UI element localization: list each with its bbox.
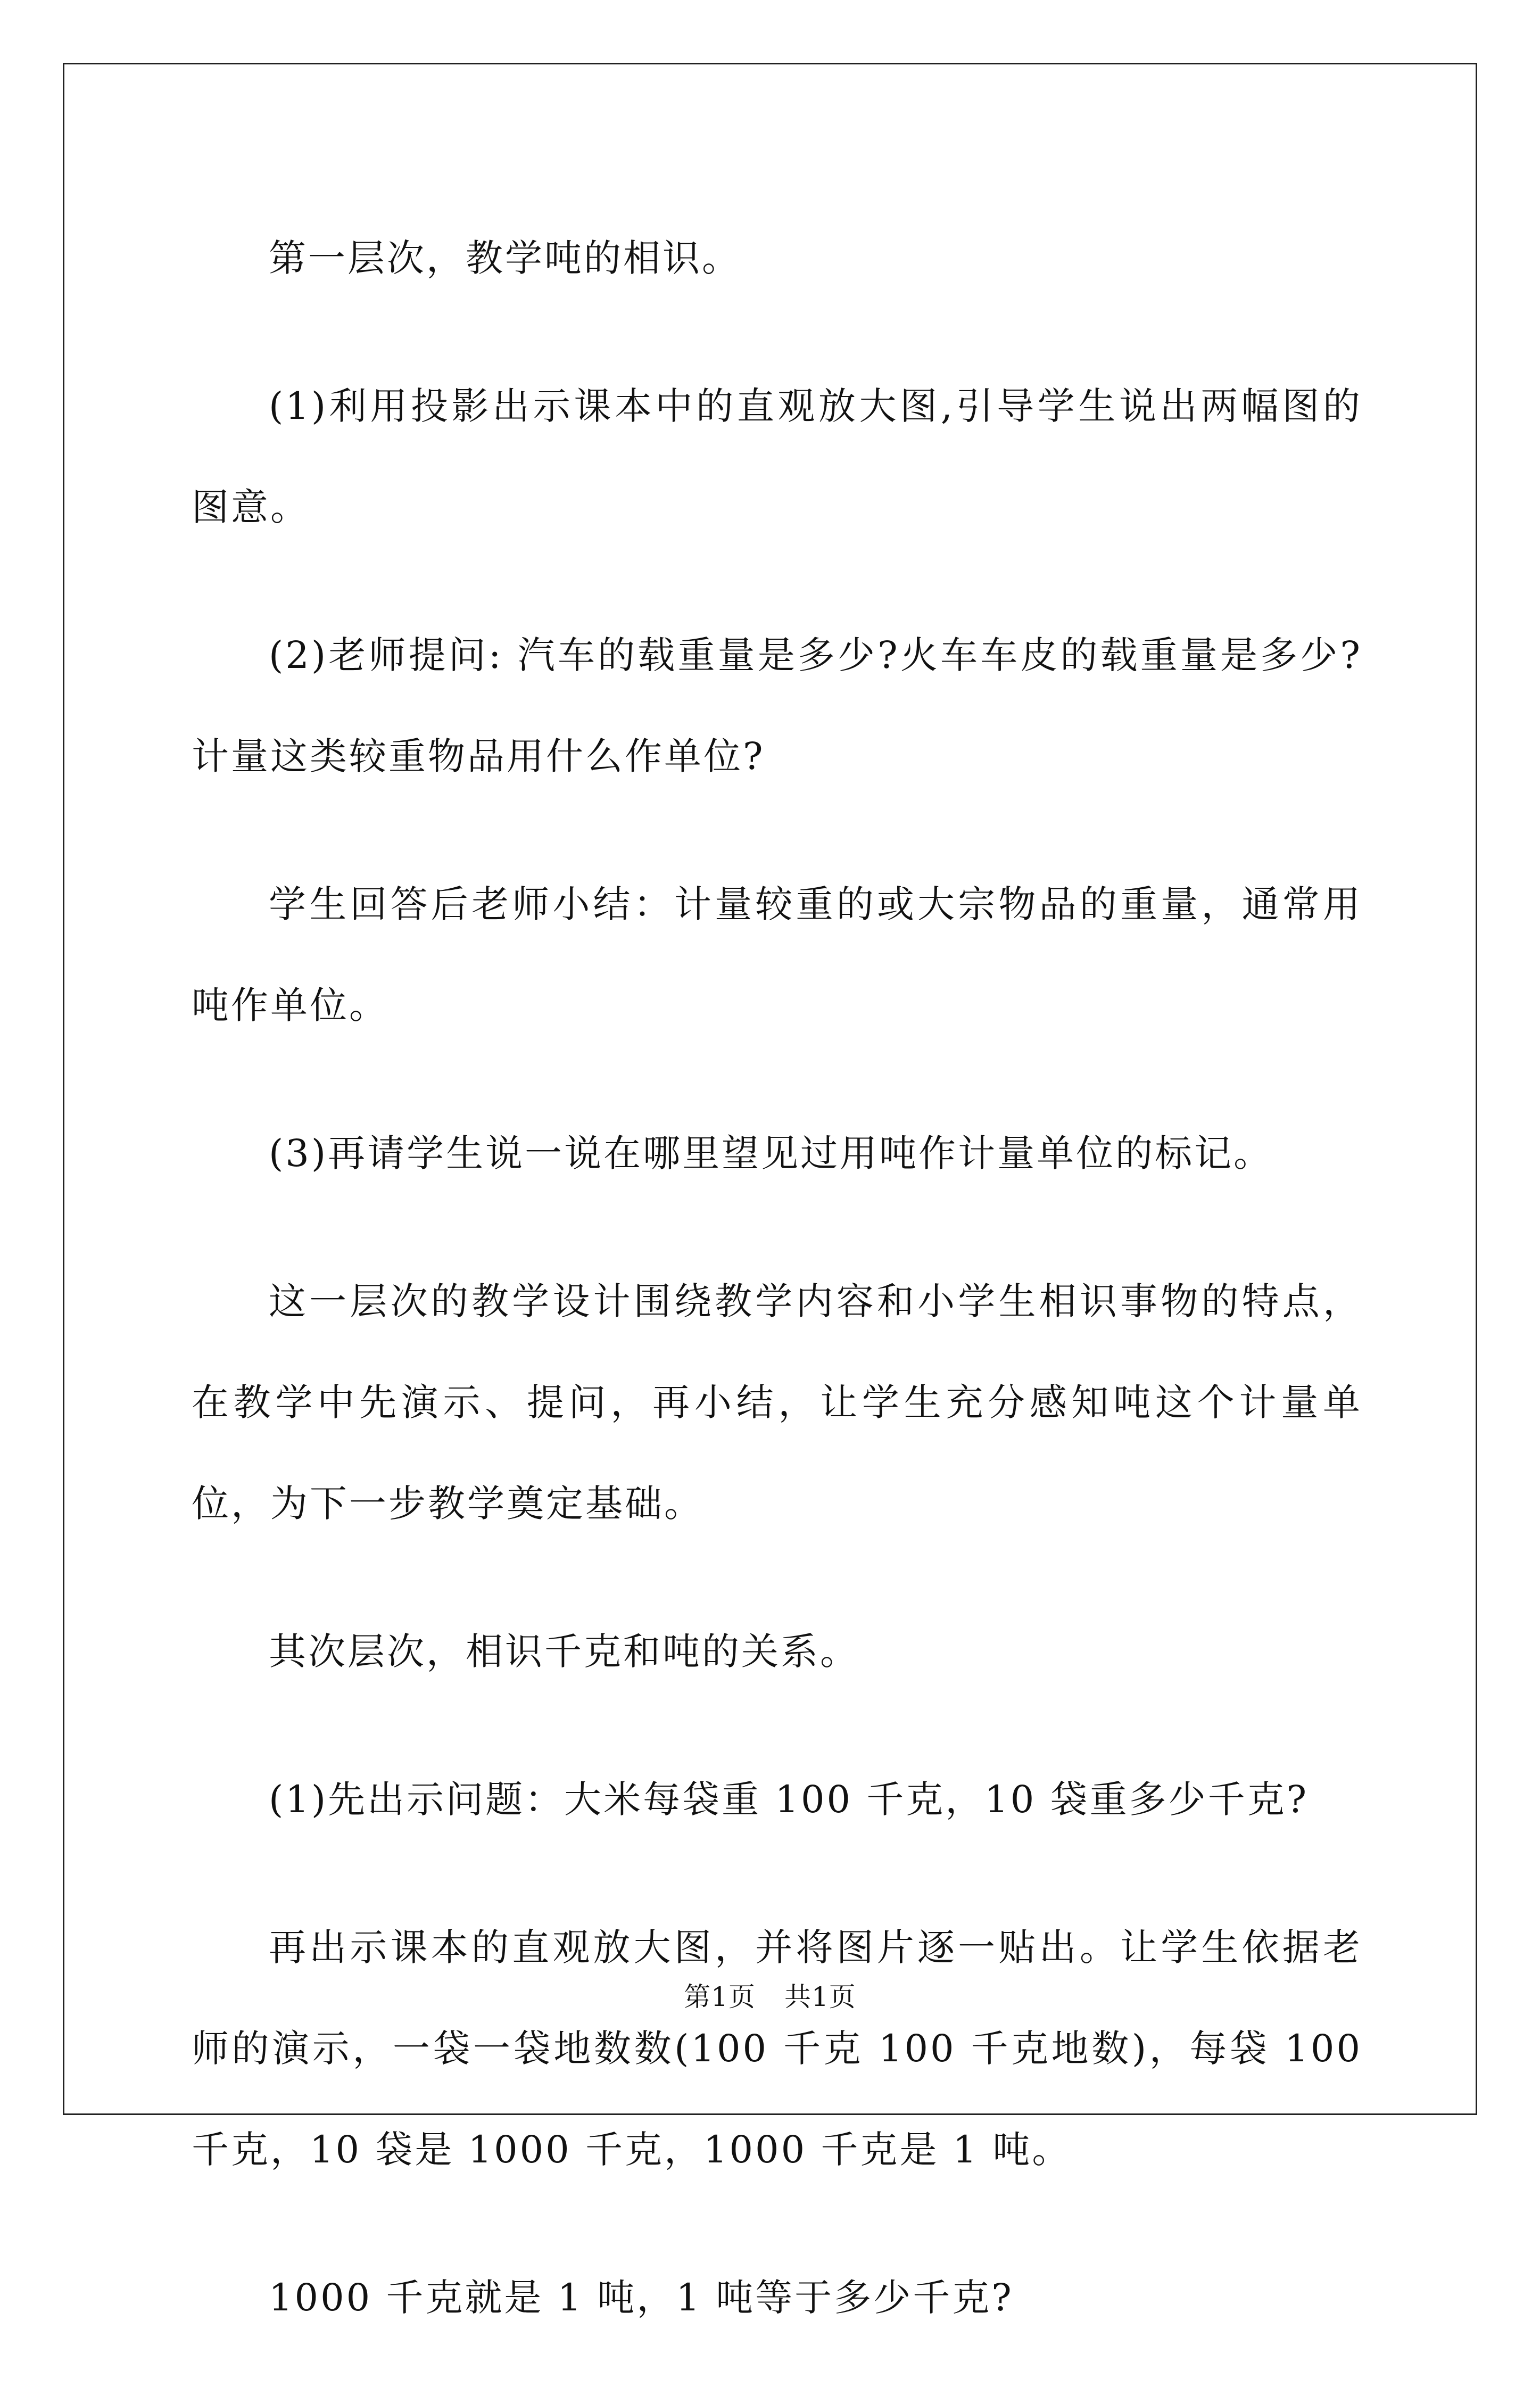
paragraph: (1)先出示问题：大米每袋重 100 千克，10 袋重多少千克? bbox=[269, 1778, 1309, 1821]
page-footer bbox=[0, 1981, 1540, 2013]
paragraph: 学生回答后老师小结：计量较重的或大宗物品的重量，通常用吨作单位。 bbox=[192, 882, 1362, 1027]
paragraph: 1000 千克就是 1 吨，1 吨等于多少千克? bbox=[269, 2276, 1014, 2319]
paragraph: (1)利用投影出示课本中的直观放大图,引导学生说出两幅图的图意。 bbox=[192, 384, 1362, 529]
paragraph: (2)老师提问: 汽车的载重量是多少?火车车皮的载重量是多少?计量这类较重物品用什么作单位? bbox=[192, 633, 1362, 778]
paragraph: 再出示课本的直观放大图，并将图片逐一贴出。让学生依据老师的演示，一袋一袋地数数(100 千克 100 千克地数)，每袋 100 千克，10 袋是 1000 千克，1000 千克是 1 吨。 bbox=[192, 1926, 1362, 2171]
paragraph: (3)再请学生说一说在哪里望见过用吨作计量单位的标记。 bbox=[269, 1132, 1273, 1175]
paragraph: 第一层次，教学吨的相识。 bbox=[269, 236, 741, 280]
page-number-total: 共1页 bbox=[784, 1981, 856, 2012]
paragraph: 这一层次的教学设计围绕教学内容和小学生相识事物的特点，在教学中先演示、提问，再小结，让学生充分感知吨这个计量单位，为下一步教学奠定基础。 bbox=[192, 1279, 1362, 1525]
document-body bbox=[192, 208, 1362, 2395]
page-number-current: 第1页 bbox=[684, 1981, 756, 2012]
paragraph: 其次层次，相识千克和吨的关系。 bbox=[269, 1630, 859, 1673]
